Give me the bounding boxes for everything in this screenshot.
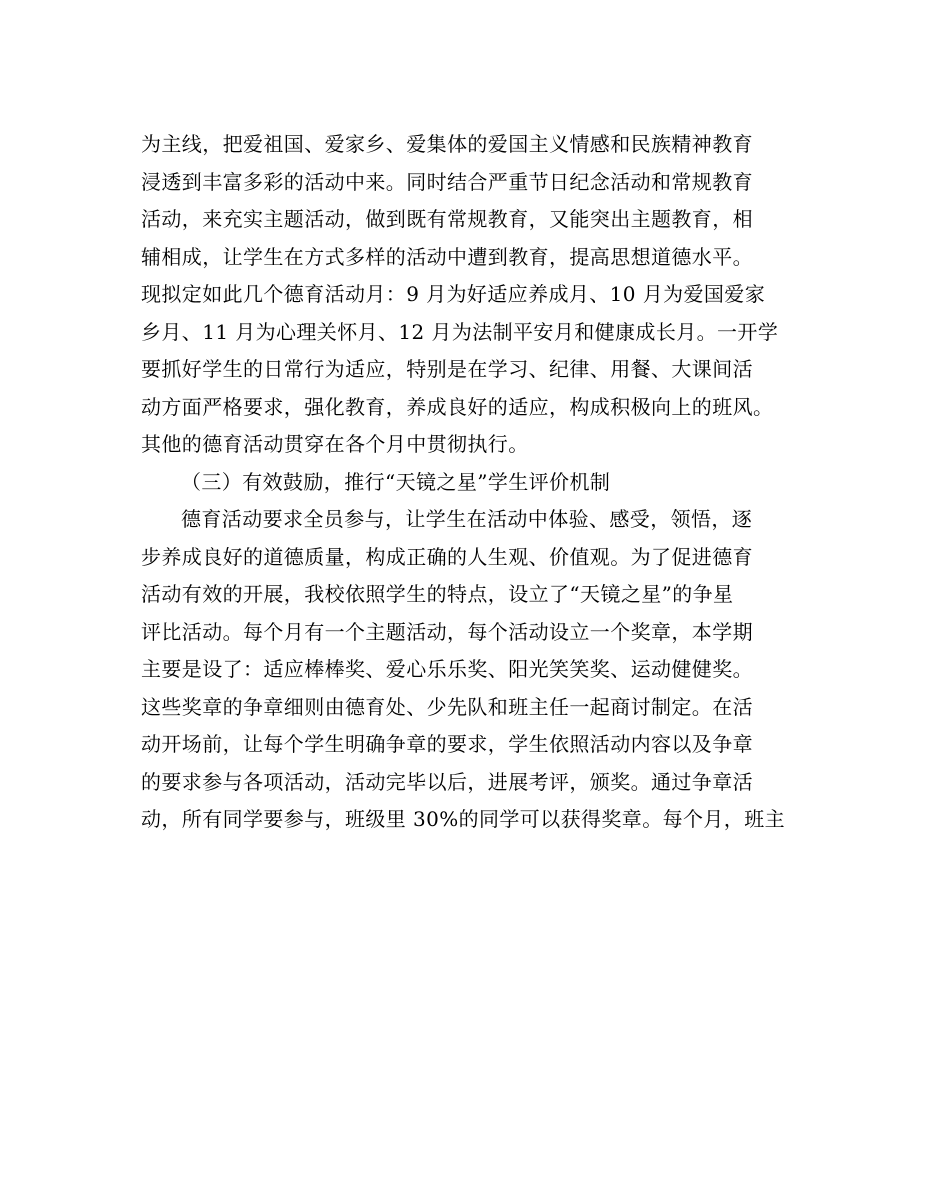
document-body <box>141 126 821 839</box>
body-line: 辅相成，让学生在方式多样的活动中遭到教育，提高思想道德水平。 <box>141 244 753 269</box>
paragraph-line: 这些奖章的争章细则由德育处、少先队和班主任一起商讨制定。在活 <box>141 694 753 719</box>
body-line: 动方面严格要求，强化教育，养成良好的适应，构成积极向上的班风。 <box>141 394 774 419</box>
paragraph-line: 动开场前，让每个学生明确争章的要求，学生依照活动内容以及争章 <box>141 732 753 756</box>
paragraph-line: 活动有效的开展，我校依照学生的特点，设立了“天镜之星”的争星 <box>141 582 734 606</box>
body-line: 活动，来充实主题活动，做到既有常规教育，又能突出主题教育，相 <box>141 207 753 231</box>
paragraph-line: 动，所有同学要参与，班级里 30%的同学可以获得奖章。每个月，班主 <box>141 807 786 831</box>
body-line: 浸透到丰富多彩的活动中来。同时结合严重节日纪念活动和常规教育 <box>141 169 753 194</box>
body-line: 为主线，把爱祖国、爱家乡、爱集体的爱国主义情感和民族精神教育 <box>141 132 753 156</box>
body-line: 现拟定如此几个德育活动月：9 月为好适应养成月、10 月为爱国爱家 <box>141 282 766 306</box>
paragraph-line: 主要是设了：适应棒棒奖、爱心乐乐奖、阳光笑笑奖、运动健健奖。 <box>141 657 753 681</box>
section-heading: （三）有效鼓励，推行“天镜之星”学生评价机制 <box>181 469 611 494</box>
body-line: 要抓好学生的日常行为适应，特别是在学习、纪律、用餐、大课间活 <box>141 357 753 381</box>
body-line: 乡月、11 月为心理关怀月、12 月为法制平安月和健康成长月。一开学 <box>141 319 779 344</box>
paragraph-first-line: 德育活动要求全员参与，让学生在活动中体验、感受，领悟，逐 <box>181 507 753 531</box>
paragraph-line: 评比活动。每个月有一个主题活动，每个活动设立一个奖章，本学期 <box>141 619 753 644</box>
body-line: 其他的德育活动贯穿在各个月中贯彻执行。 <box>141 432 529 456</box>
paragraph-line: 步养成良好的道德质量，构成正确的人生观、价值观。为了促进德育 <box>141 544 753 569</box>
paragraph-line: 的要求参与各项活动，活动完毕以后，进展考评，颁奖。通过争章活 <box>141 769 753 794</box>
